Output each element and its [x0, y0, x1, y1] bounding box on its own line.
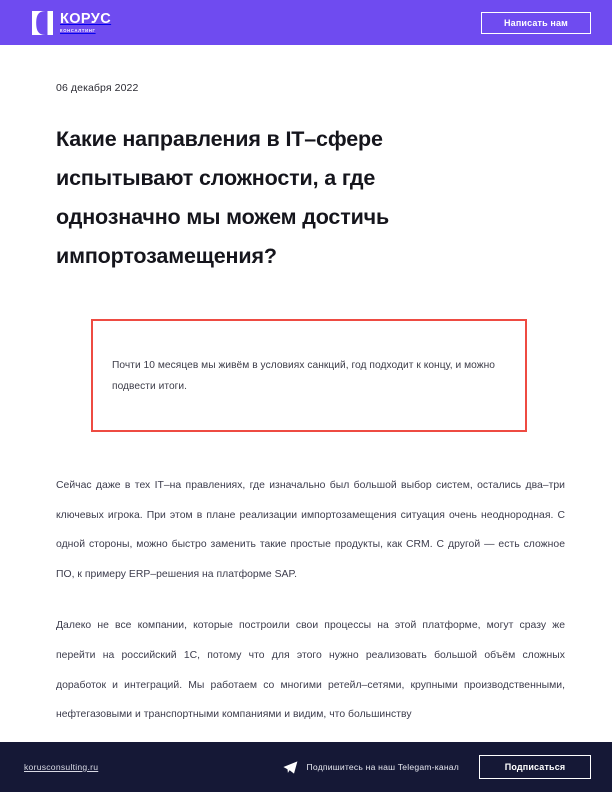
article-date: 06 декабря 2022 — [56, 82, 139, 94]
brand-name: КОРУС — [60, 10, 112, 27]
page-title: Какие направления в IT–сфере испытывают сложности, а где однозначно мы можем достичь импортозамещения? — [56, 127, 390, 268]
footer-site-url-link[interactable]: korusconsulting.ru — [24, 762, 99, 772]
site-footer — [0, 742, 612, 792]
telegram-icon — [283, 761, 298, 774]
korus-logo-mark-icon — [32, 11, 53, 35]
site-header — [0, 0, 612, 45]
brand-subtitle: КОНСАЛТИНГ — [60, 27, 96, 33]
callout-text: Почти 10 месяцев мы живём в условиях санкций, год подходит к концу, и можно подвести итоги. — [112, 359, 496, 392]
brand-text — [60, 12, 111, 33]
footer-telegram-label: Подпишитесь на наш Telegam-канал — [306, 762, 459, 772]
brand-logo-link[interactable] — [32, 11, 111, 35]
header-contact-button[interactable]: Написать нам — [481, 12, 591, 34]
body-paragraph-2: Далеко не все компании, которые построили свои процессы на этой платформе, могут сразу же перейти на российский 1С, потому что для этого нужно реализовать большой объём сложных доработок и интеграций. Мы работаем со многими ретейл–сетями, крупными производственными, нефтегазовыми и транспортными компаниями и видим, что большинству — [56, 620, 565, 721]
footer-telegram-group[interactable] — [283, 761, 459, 774]
footer-subscribe-button[interactable]: Подписаться — [479, 755, 591, 779]
article-content — [0, 45, 612, 742]
body-paragraph-1: Сейчас даже в тех IT–на правлениях, где изначально был большой выбор систем, остались два–три ключевых игрока. При этом в плане реализации импортозамещения ситуация очень неоднородная. С одной стороны, можно быстро заменить такие простые продукты, как CRM. С другой — есть сложное ПО, к примеру ERP–решения на платформе SAP. — [56, 480, 565, 580]
highlight-callout — [91, 319, 527, 432]
